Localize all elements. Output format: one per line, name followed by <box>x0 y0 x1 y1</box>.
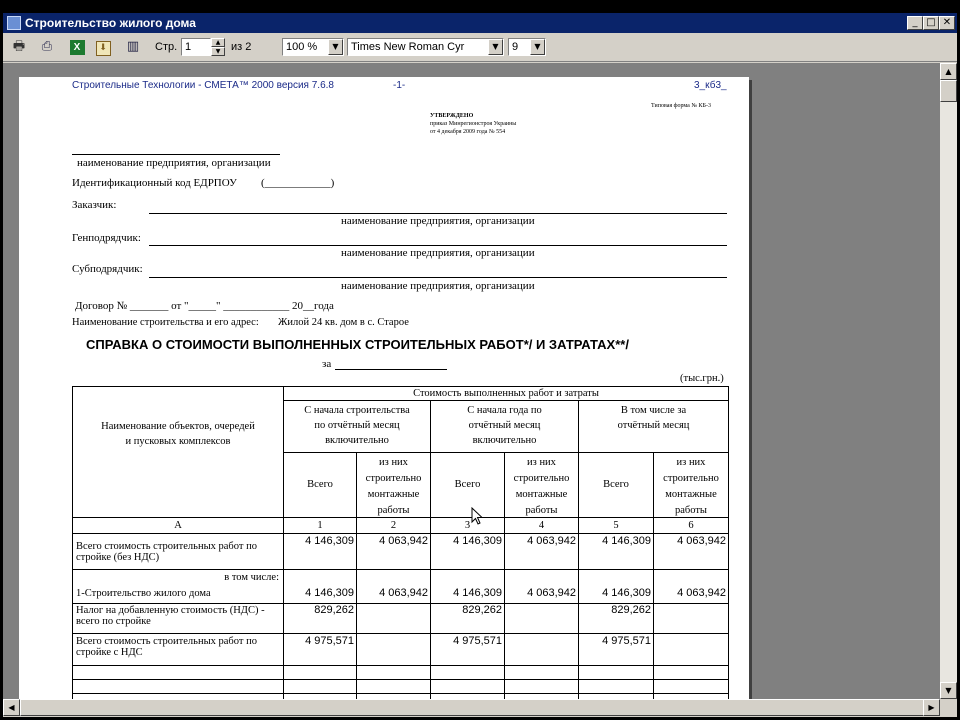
customer-line <box>149 213 727 214</box>
app-window <box>3 13 957 717</box>
mouse-cursor-icon <box>471 507 483 526</box>
col-number: 4 <box>538 520 545 531</box>
table-border <box>283 452 728 453</box>
header-cm-line: монтажные <box>515 489 568 500</box>
vertical-scroll-thumb[interactable] <box>940 80 957 102</box>
header-period-2 <box>431 403 578 448</box>
font-size-select[interactable]: 9 <box>508 38 546 56</box>
header-total-3: Всего <box>603 479 629 490</box>
header-period-line: С начала года по <box>467 405 542 416</box>
row-label-line: всего по стройке <box>76 616 151 627</box>
form-type: Типовая форма № КБ-3 <box>651 103 711 109</box>
print-setup-icon[interactable]: ⎙ <box>41 39 53 54</box>
customer-label: Заказчик: <box>72 199 117 211</box>
zoom-dropdown-icon[interactable]: ▼ <box>328 39 343 55</box>
row-label <box>76 605 265 627</box>
row-value: 829,262 <box>611 604 651 616</box>
row-value: 4 975,571 <box>453 635 502 647</box>
header-construction-1 <box>357 455 430 519</box>
row-label-line: Всего стоимость строительных работ по <box>76 636 257 647</box>
zoom-select[interactable]: 100 % <box>282 38 344 56</box>
col-number: 3 <box>464 520 471 531</box>
page-count: из 2 <box>231 41 252 53</box>
period-line <box>335 369 447 370</box>
toolbar <box>3 33 957 62</box>
header-period-line: отчётный месяц <box>468 420 541 431</box>
header-left: Строительные Технологии - СМЕТА™ 2000 версия 7.6.8 <box>72 80 334 91</box>
header-cm-line: работы <box>377 505 410 516</box>
row-label <box>76 541 257 563</box>
header-cm-line: строительно <box>663 473 719 484</box>
header-page: -1- <box>393 80 406 91</box>
units-label: (тыс.грн.) <box>680 373 724 384</box>
header-period-line: отчётный месяц <box>617 420 690 431</box>
row-label <box>76 636 257 658</box>
row-label-line: Налог на добавленную стоимость (НДС) - <box>76 605 265 616</box>
general-contractor-caption: наименование предприятия, организации <box>341 247 535 259</box>
row-value: 829,262 <box>314 604 354 616</box>
row-label-line: стройке (без НДС) <box>76 552 160 563</box>
vertical-scrollbar[interactable] <box>940 63 957 699</box>
header-names <box>73 419 283 449</box>
header-cm-line: строительно <box>365 473 422 484</box>
row-value: 829,262 <box>462 604 502 616</box>
col-number: 5 <box>613 520 619 531</box>
table-border <box>72 693 728 694</box>
period-label: за <box>322 358 332 370</box>
enterprise-caption: наименование предприятия, организации <box>77 157 271 169</box>
header-period-line: по отчётный месяц <box>314 420 400 431</box>
table-border <box>72 679 728 680</box>
table-border <box>72 569 728 570</box>
row-value: 4 146,309 <box>453 535 502 547</box>
row-label-line: стройке с НДС <box>76 647 143 658</box>
row-value: 4 063,942 <box>677 535 726 547</box>
subcontractor-line <box>149 277 727 278</box>
header-right: 3_кб3_ <box>694 80 727 91</box>
row-value: 4 063,942 <box>527 535 576 547</box>
approved-date: от 4 декабря 2009 года № 554 <box>430 129 506 135</box>
subcontractor-label: Субподрядчик: <box>72 263 143 275</box>
font-select[interactable]: Times New Roman Cyr <box>347 38 504 56</box>
header-period-3 <box>579 403 728 433</box>
document-page <box>19 77 749 699</box>
header-cm-line: монтажные <box>665 489 717 500</box>
subcontractor-caption: наименование предприятия, организации <box>341 280 535 292</box>
font-dropdown-icon[interactable]: ▼ <box>488 39 503 55</box>
approved-order: приказ Минрегионстроя Украины <box>430 121 517 127</box>
header-total-1: Всего <box>307 479 333 490</box>
table-border <box>728 386 729 699</box>
document-title: СПРАВКА О СТОИМОСТИ ВЫПОЛНЕННЫХ СТРОИТЕЛЬНЫХ РАБОТ*/ И ЗАТРАТАХ**/ <box>86 337 629 352</box>
header-construction-2 <box>505 455 578 519</box>
header-cm-line: монтажные <box>367 489 420 500</box>
col-number-a: А <box>174 520 182 531</box>
header-cm-line: работы <box>525 505 558 516</box>
header-names-line: Наименование объектов, очередей <box>101 421 255 432</box>
row-subheading: в том числе: <box>224 572 279 583</box>
header-period-line: включительно <box>325 435 389 446</box>
title-bar[interactable] <box>3 13 957 33</box>
header-names-line: и пусковых комплексов <box>125 436 231 447</box>
row-value: 4 063,942 <box>379 535 428 547</box>
edrpou-label: Идентификационный код ЕДРПОУ <box>72 177 237 189</box>
header-cm-line: работы <box>674 505 707 516</box>
horizontal-scrollbar[interactable] <box>3 699 940 716</box>
size-dropdown-icon[interactable]: ▼ <box>530 39 545 55</box>
approved: УТВЕРЖДЕНО <box>430 113 474 119</box>
row-value: 4 063,942 <box>677 587 726 599</box>
scroll-left-icon[interactable]: ◀ <box>3 699 20 716</box>
page-label: Стр. <box>155 41 178 53</box>
header-period-line: включительно <box>472 435 537 446</box>
header-cm-line: из них <box>527 457 556 468</box>
scroll-up-icon[interactable]: ▲ <box>940 63 957 80</box>
scrollbar-corner <box>940 699 957 716</box>
row-value: 4 975,571 <box>305 635 354 647</box>
header-cm-line: из них <box>676 457 706 468</box>
table-border <box>578 400 579 699</box>
row-label-line: Всего стоимость строительных работ по <box>76 541 257 552</box>
header-period-1 <box>284 403 430 448</box>
minimize-button[interactable]: _ <box>907 16 923 30</box>
header-cm-line: из них <box>379 457 408 468</box>
window-title: Строительство жилого дома <box>25 16 196 30</box>
header-construction-3 <box>654 455 728 519</box>
row-value: 4 146,309 <box>453 587 502 599</box>
contract-line: Договор № _______ от "_____" ____________ 20__года <box>75 300 334 312</box>
row-value: 4 146,309 <box>305 587 354 599</box>
row-value: 4 975,571 <box>602 635 651 647</box>
app-icon <box>7 16 21 30</box>
horizontal-scroll-thumb[interactable] <box>20 699 925 716</box>
col-number: 6 <box>688 520 694 531</box>
edrpou-field: (____________) <box>261 177 335 189</box>
close-button[interactable]: ✕ <box>939 16 955 30</box>
header-period-line: С начала строительства <box>304 405 410 416</box>
row-value: 4 146,309 <box>602 587 651 599</box>
header-cm-line: строительно <box>513 473 570 484</box>
view-icon[interactable]: ▥ <box>126 39 140 54</box>
construction-label: Наименование строительства и его адрес: <box>72 317 259 328</box>
construction-address: Жилой 24 кв. дом в с. Старое <box>278 317 409 328</box>
page-down-button[interactable]: ▼ <box>211 47 225 56</box>
customer-caption: наименование предприятия, организации <box>341 215 535 227</box>
enterprise-line <box>72 154 280 155</box>
col-number: 1 <box>317 520 323 531</box>
print-icon[interactable]: 🖶 <box>12 39 26 54</box>
excel-icon[interactable]: X <box>67 37 87 57</box>
general-contractor-line <box>149 245 727 246</box>
row-value: 4 063,942 <box>527 587 576 599</box>
maximize-button[interactable]: □ <box>923 16 939 30</box>
scroll-down-icon[interactable]: ▼ <box>940 682 957 699</box>
row-value: 4 146,309 <box>602 535 651 547</box>
page-up-button[interactable]: ▲ <box>211 38 225 47</box>
header-total-2: Всего <box>454 479 481 490</box>
row-value: 4 063,942 <box>379 587 428 599</box>
general-contractor-label: Генподрядчик: <box>72 232 141 244</box>
table-border <box>72 633 728 634</box>
header-period-line: В том числе за <box>620 405 687 416</box>
page-input[interactable]: 1 <box>181 38 211 56</box>
header-group: Стоимость выполненных работ и затраты <box>413 388 599 399</box>
scroll-right-icon[interactable]: ▶ <box>923 699 940 716</box>
row-value: 4 146,309 <box>305 535 354 547</box>
document-viewport[interactable] <box>3 63 940 699</box>
table-border <box>72 665 728 666</box>
table-border <box>72 533 728 534</box>
export-icon[interactable]: ⬇ <box>93 37 113 57</box>
row-label: 1-Строительство жилого дома <box>76 588 211 599</box>
col-number: 2 <box>390 520 397 531</box>
